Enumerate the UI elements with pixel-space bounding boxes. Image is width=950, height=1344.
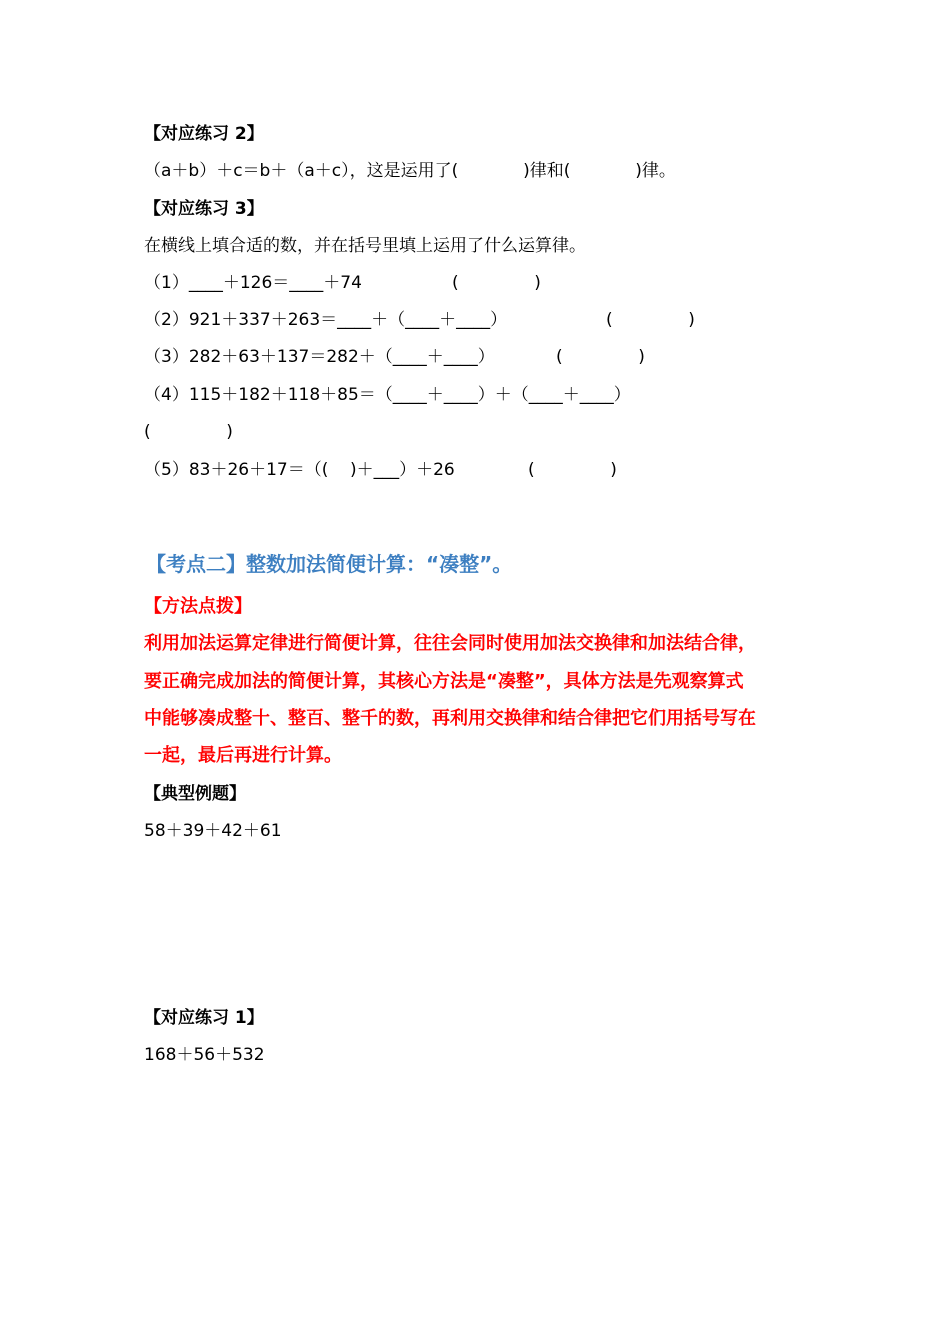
practice1-heading: 【对应练习 1】 [144,1008,264,1028]
method-line-3: 中能够凑成整十、整百、整千的数，再利用交换律和结合律把它们用括号写在 [144,708,756,729]
practice3-item-3-blank: ( ) [556,347,645,367]
practice3-item-4-blank: ( ) [144,422,233,442]
example-expr: 58＋39＋42＋61 [144,821,282,841]
practice2-question: （a＋b）＋c＝b＋（a＋c），这是运用了( )律和( )律。 [144,161,676,181]
example-heading: 【典型例题】 [144,784,246,804]
practice3-item-2-blank: ( ) [606,310,695,330]
practice3-item-3-expr: （3）282＋63＋137＝282＋（____＋____） [144,347,495,367]
practice1-expr: 168＋56＋532 [144,1045,265,1065]
practice3-item-5-blank: ( ) [528,460,617,480]
practice3-item-1-expr: （1）____＋126＝____＋74 [144,273,362,293]
method-line-2: 要正确完成加法的简便计算，其核心方法是“凑整”，具体方法是先观察算式 [144,671,744,692]
method-line-4: 一起，最后再进行计算。 [144,745,342,766]
point2-title: 【考点二】整数加法简便计算：“凑整”。 [146,552,513,576]
practice3-item-1-blank: ( ) [452,273,541,293]
practice3-instruction: 在横线上填合适的数，并在括号里填上运用了什么运算律。 [144,236,586,256]
practice2-heading: 【对应练习 2】 [144,124,264,144]
practice3-item-5-expr: （5）83＋26＋17＝（( )＋___）＋26 [144,460,455,480]
method-heading: 【方法点拨】 [144,596,252,617]
method-line-1: 利用加法运算定律进行简便计算，往往会同时使用加法交换律和加法结合律， [144,633,756,654]
practice3-item-4-expr: （4）115＋182＋118＋85＝（____＋____）＋（____＋____） [144,385,631,405]
practice3-item-2-expr: （2）921＋337＋263＝____＋（____＋____） [144,310,508,330]
practice3-heading: 【对应练习 3】 [144,199,264,219]
